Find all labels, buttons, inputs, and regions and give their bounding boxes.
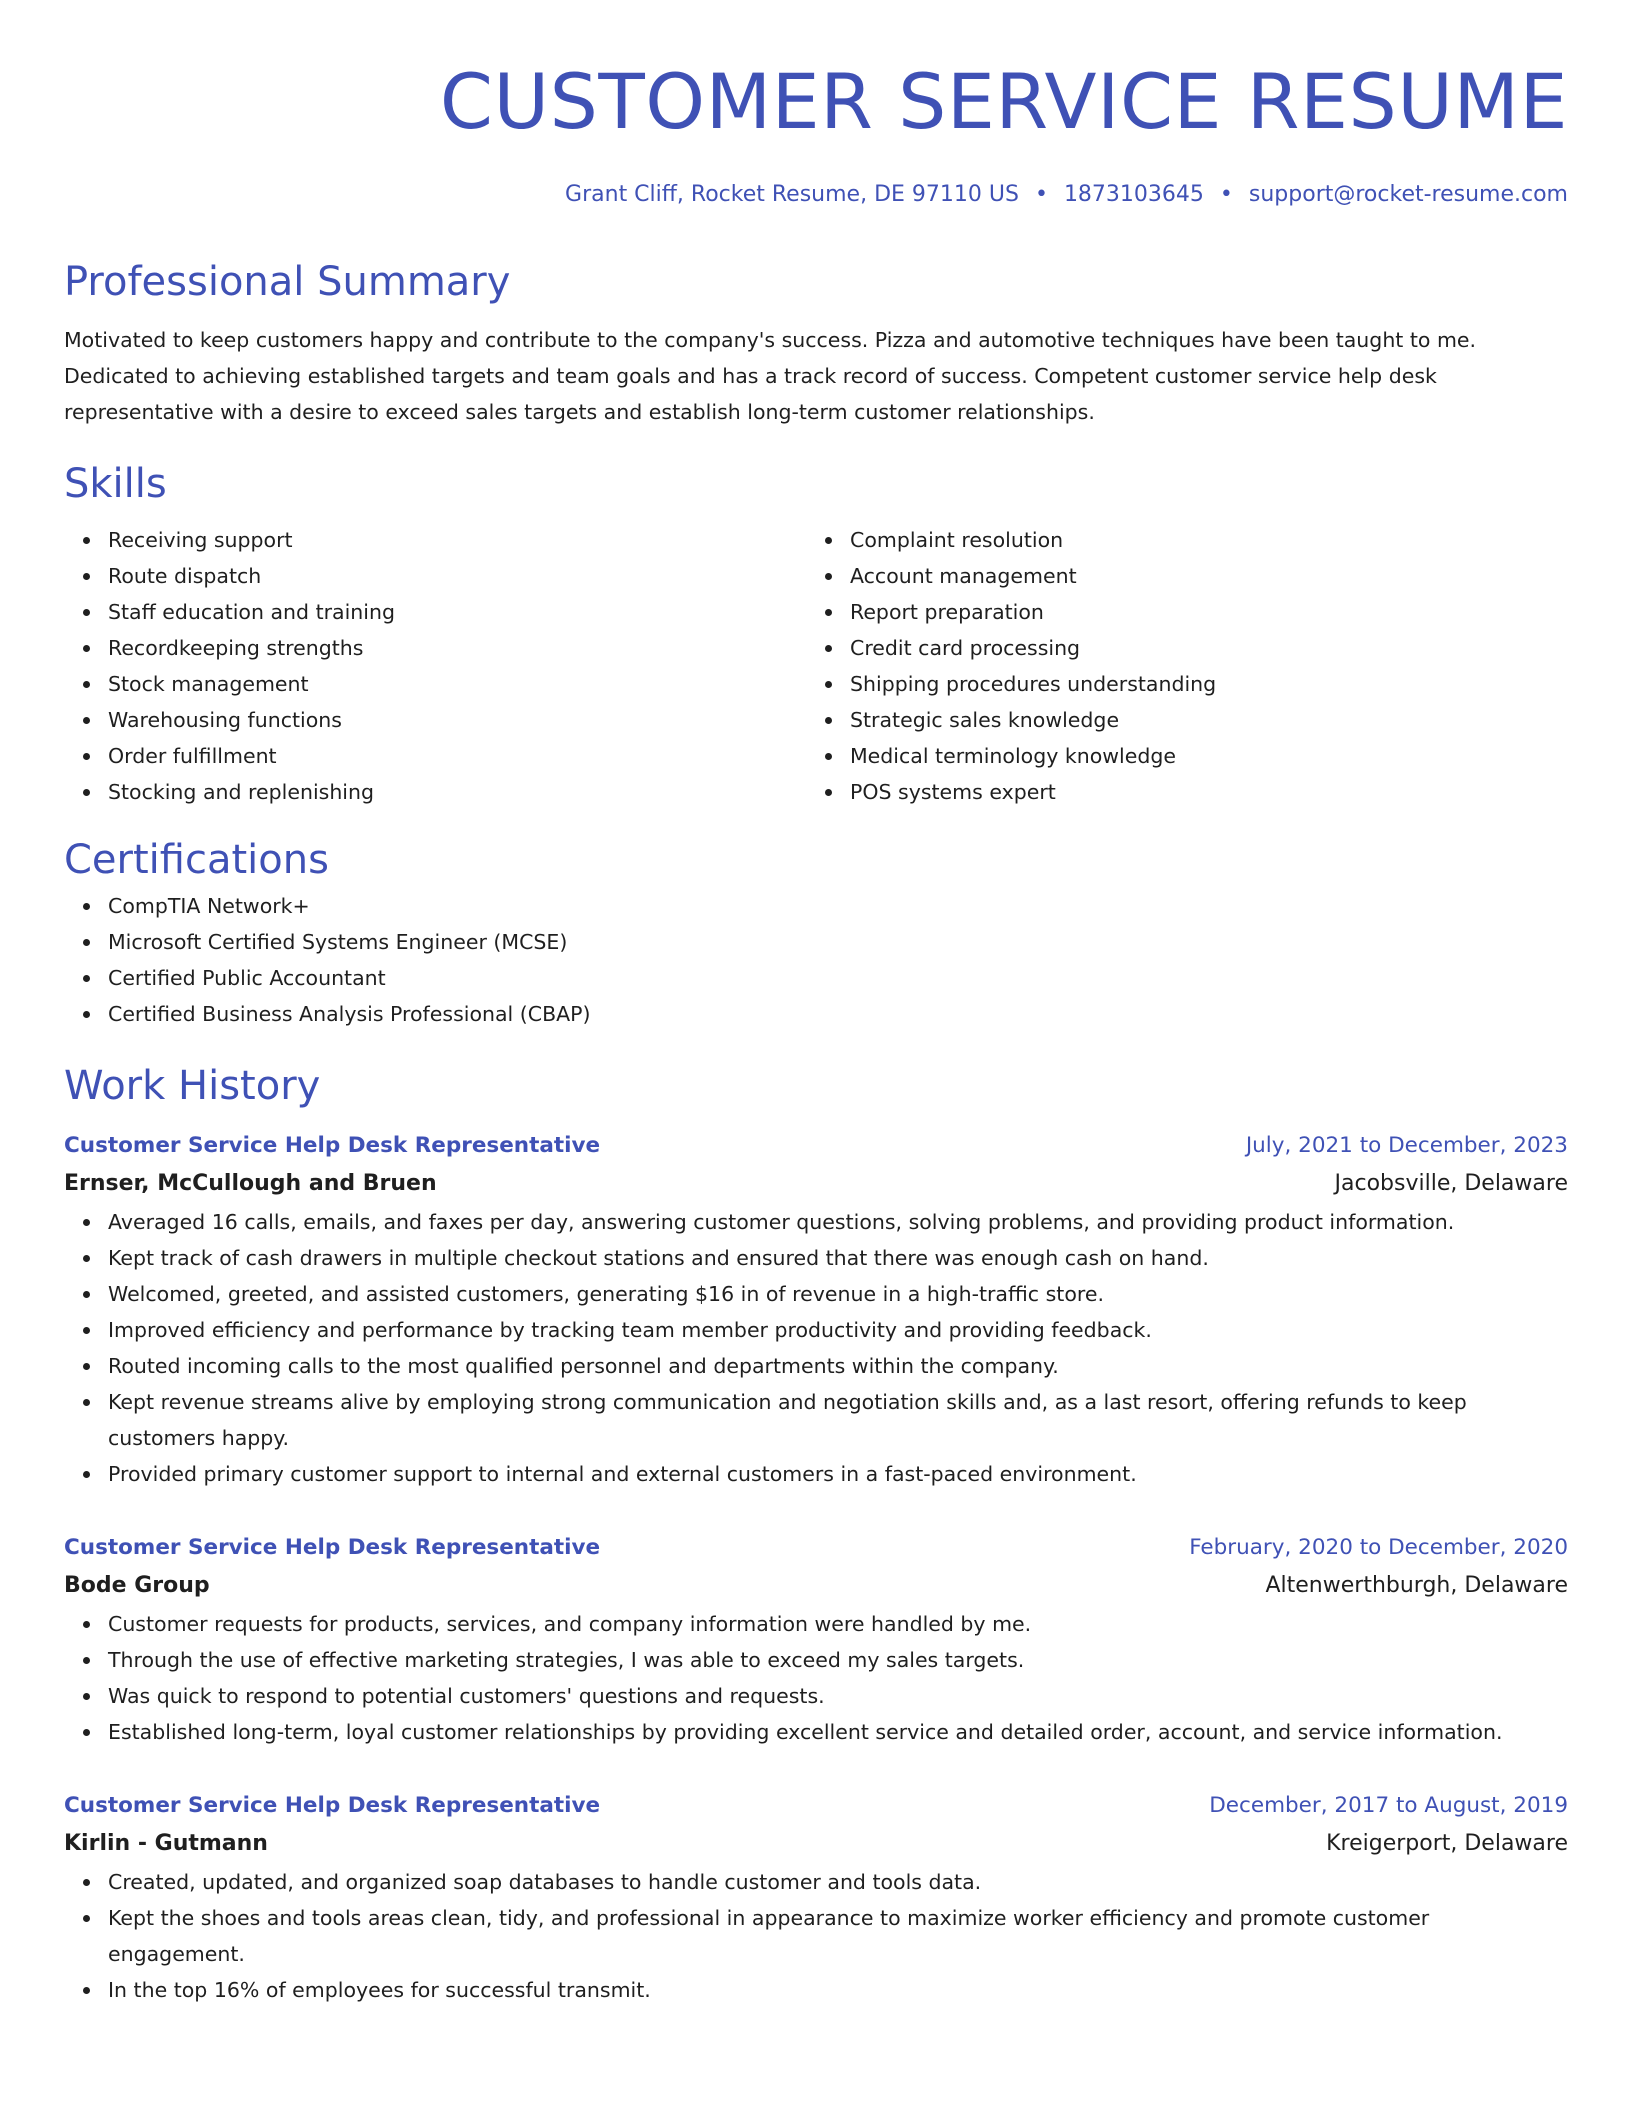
- job-bullet: In the top 16% of employees for successful transmit.: [108, 1972, 1568, 2008]
- certifications-heading: Certifications: [64, 837, 329, 883]
- contact-email[interactable]: support@rocket-resume.com: [1248, 182, 1568, 207]
- job-location: Jacobsville, Delaware: [1334, 1171, 1568, 1196]
- job-bullet: Kept track of cash drawers in multiple checkout stations and ensured that there was enough cash on hand.: [108, 1240, 1568, 1276]
- contact-separator: •: [1219, 182, 1233, 207]
- skill-item: Recordkeeping strengths: [108, 630, 806, 666]
- skills-list-left: [64, 522, 806, 810]
- job-company: Ernser, McCullough and Bruen: [64, 1171, 437, 1196]
- job-bullet-list: [64, 1606, 1568, 1750]
- work-history-heading: Work History: [64, 1063, 321, 1109]
- job-title: Customer Service Help Desk Representative: [64, 1793, 601, 1818]
- skill-item: Order fulfillment: [108, 738, 806, 774]
- job-bullet-list: [64, 1204, 1568, 1492]
- job-company: Kirlin - Gutmann: [64, 1831, 268, 1856]
- job-bullet: Was quick to respond to potential customers' questions and requests.: [108, 1678, 1568, 1714]
- contact-address: Grant Cliff, Rocket Resume, DE 97110 US: [565, 182, 1019, 207]
- job-header: [64, 1128, 1568, 1164]
- skill-item: Complaint resolution: [850, 522, 1568, 558]
- job-bullet: Kept revenue streams alive by employing strong communication and negotiation skills and, as a last resort, offering refunds to keep customers happy.: [108, 1384, 1568, 1456]
- skills-columns: [64, 522, 1568, 810]
- skill-item: Credit card processing: [850, 630, 1568, 666]
- job-bullet: Customer requests for products, services, and company information were handled by me.: [108, 1606, 1568, 1642]
- job-dates: December, 2017 to August, 2019: [1209, 1793, 1568, 1818]
- skill-item: Medical terminology knowledge: [850, 738, 1568, 774]
- contact-phone: 1873103645: [1063, 182, 1204, 207]
- skill-item: Account management: [850, 558, 1568, 594]
- job-bullet-list: [64, 1864, 1568, 2008]
- job-header: [64, 1788, 1568, 1824]
- skill-item: Staff education and training: [108, 594, 806, 630]
- job-bullet: Welcomed, greeted, and assisted customers, generating $16 in of revenue in a high-traffic store.: [108, 1276, 1568, 1312]
- summary-heading: Professional Summary: [64, 259, 511, 305]
- job-bullet: Routed incoming calls to the most qualified personnel and departments within the company.: [108, 1348, 1568, 1384]
- skills-list-right: [806, 522, 1568, 810]
- job-bullet: Improved efficiency and performance by tracking team member productivity and providing feedback.: [108, 1312, 1568, 1348]
- certification-item: Certified Business Analysis Professional (CBAP): [108, 996, 1568, 1032]
- job-bullet: Created, updated, and organized soap databases to handle customer and tools data.: [108, 1864, 1568, 1900]
- job-entry: [64, 1530, 1568, 1750]
- job-entry: [64, 1128, 1568, 1492]
- job-bullet: Kept the shoes and tools areas clean, tidy, and professional in appearance to maximize worker efficiency and promote customer engagement.: [108, 1900, 1568, 1972]
- skill-item: Receiving support: [108, 522, 806, 558]
- skill-item: POS systems expert: [850, 774, 1568, 810]
- job-location: Kreigerport, Delaware: [1326, 1831, 1568, 1856]
- job-bullet: Established long-term, loyal customer relationships by providing excellent service and detailed order, account, and service information.: [108, 1714, 1568, 1750]
- job-bullet: Through the use of effective marketing strategies, I was able to exceed my sales targets.: [108, 1642, 1568, 1678]
- job-title: Customer Service Help Desk Representative: [64, 1535, 601, 1560]
- skill-item: Strategic sales knowledge: [850, 702, 1568, 738]
- job-bullet: Provided primary customer support to internal and external customers in a fast-paced environment.: [108, 1456, 1568, 1492]
- job-dates: July, 2021 to December, 2023: [1245, 1133, 1568, 1158]
- resume-title: CUSTOMER SERVICE RESUME: [439, 57, 1568, 146]
- certification-item: Microsoft Certified Systems Engineer (MCSE): [108, 924, 1568, 960]
- job-location: Altenwerthburgh, Delaware: [1265, 1573, 1568, 1598]
- skill-item: Report preparation: [850, 594, 1568, 630]
- job-title: Customer Service Help Desk Representative: [64, 1133, 601, 1158]
- skill-item: Stocking and replenishing: [108, 774, 806, 810]
- certification-item: CompTIA Network+: [108, 888, 1568, 924]
- skill-item: Route dispatch: [108, 558, 806, 594]
- summary-text: Motivated to keep customers happy and contribute to the company's success. Pizza and automotive techniques have been taught to me. Dedicated to achieving established targets and team goals and has a track record of success. Competent customer service help desk representative with a desire to exceed sales targets and establish long-term customer relationships.: [64, 328, 1477, 424]
- skills-heading: Skills: [64, 461, 167, 507]
- skill-item: Shipping procedures understanding: [850, 666, 1568, 702]
- job-subheader: [64, 1164, 1568, 1204]
- job-subheader: [64, 1566, 1568, 1606]
- job-dates: February, 2020 to December, 2020: [1189, 1535, 1568, 1560]
- skill-item: Stock management: [108, 666, 806, 702]
- contact-line: [64, 180, 1568, 210]
- job-company: Bode Group: [64, 1573, 210, 1598]
- job-header: [64, 1530, 1568, 1566]
- skill-item: Warehousing functions: [108, 702, 806, 738]
- job-entry: [64, 1788, 1568, 2008]
- certifications-list: [64, 888, 1568, 1032]
- certification-item: Certified Public Accountant: [108, 960, 1568, 996]
- contact-separator: •: [1034, 182, 1048, 207]
- job-bullet: Averaged 16 calls, emails, and faxes per day, answering customer questions, solving problems, and providing product information.: [108, 1204, 1568, 1240]
- job-subheader: [64, 1824, 1568, 1864]
